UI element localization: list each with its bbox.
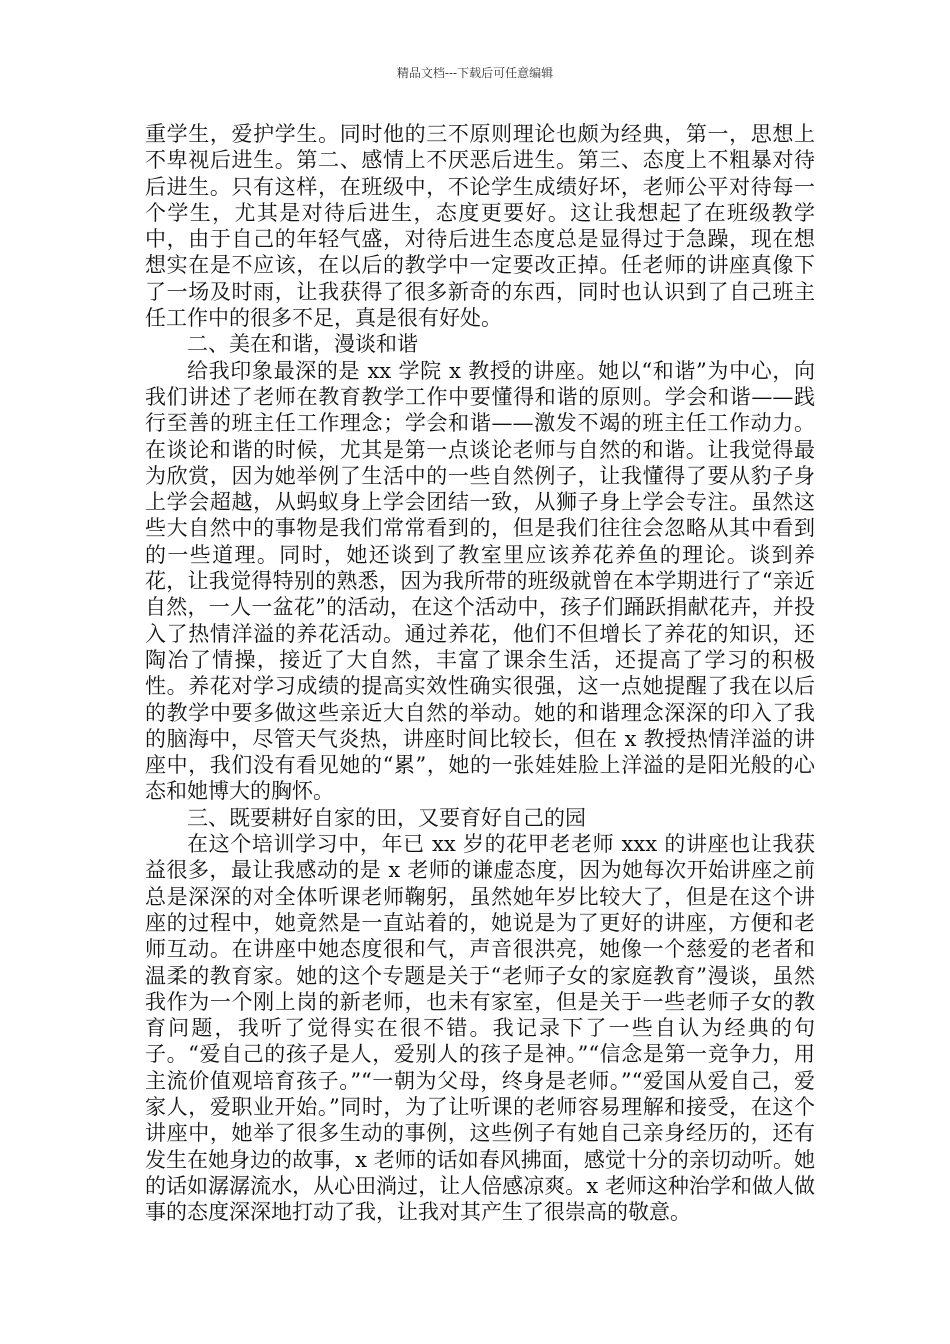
paragraph-3: 在这个培训学习中，年已 xx 岁的花甲老老师 xxx 的讲座也让我获益很多，最让我感动的是 x 老师的谦虚态度，因为她每次开始讲座之前总是深深的对全体听课老师鞠躬，虽然她年岁比较大了，但是在这个讲座的过程中，她竟然是一直站着的，她说是为了更好的讲座，方便和老师互动。在讲座中她态度很和气，声音很洪亮，她像一个慈爱的老者和温柔的教育家。她的这个专题是关于“老师子女的家庭教育”漫谈，虽然我作为一个刚上岗的新老师，也未有家室，但是关于一些老师子女的教育问题，我听了觉得实在很不错。我记录下了一些自认为经典的句子。“爱自己的孩子是人，爱别人的孩子是神。”“信念是第一竞争力，用主流价值观培育孩子。”“一朝为父母，终身是老师。”“爱国从爱自己，爱家人，爱职业开始。”同时，为了让听课的老师容易理解和接受，在这个讲座中，她举了很多生动的事例，这些例子有她自己亲身经历的，还有发生在她身边的故事，x 老师的话如春风拂面，感觉十分的亲切动听。她的话如潺潺流水，从心田淌过，让人倍感凉爽。x 老师这种治学和做人做事的态度深深地打动了我，让我对其产生了很崇高的敬意。 xyxy=(145,832,815,1225)
section-heading-3: 三、既要耕好自家的田，又要育好自己的园 xyxy=(187,805,586,830)
document-body xyxy=(145,121,815,1225)
page-header: 精品文档---下载后可任意编辑 xyxy=(396,66,554,80)
paragraph-1: 重学生，爱护学生。同时他的三不原则理论也颇为经典，第一，思想上不卑视后进生。第二、感情上不厌恶后进生。第三、态度上不粗暴对待后进生。只有这样，在班级中，不论学生成绩好坏，老师公平对待每一个学生，尤其是对待后进生，态度更要好。这让我想起了在班级教学中，由于自己的年轻气盛，对待后进生态度总是显得过于急躁，现在想想实在是不应该，在以后的教学中一定要改正掉。任老师的讲座真像下了一场及时雨，让我获得了很多新奇的东西，同时也认识到了自己班主任工作中的很多不足，真是很有好处。 xyxy=(145,122,815,331)
section-heading-2: 二、美在和谐，漫谈和谐 xyxy=(187,332,418,357)
paragraph-2: 给我印象最深的是 xx 学院 x 教授的讲座。她以“和谐”为中心，向我们讲述了老师在教育教学工作中要懂得和谐的原则。学会和谐——践行至善的班主任工作理念；学会和谐——激发不竭的班主任工作动力。在谈论和谐的时候，尤其是第一点谈论老师与自然的和谐。让我觉得最为欣赏，因为她举例了生活中的一些自然例子，让我懂得了要从豹子身上学会超越，从蚂蚁身上学会团结一致，从狮子身上学会专注。虽然这些大自然中的事物是我们常常看到的，但是我们往往会忽略从其中看到的一些道理。同时，她还谈到了教室里应该养花养鱼的理论。谈到养花，让我觉得特别的熟悉，因为我所带的班级就曾在本学期进行了“亲近自然，一人一盆花”的活动，在这个活动中，孩子们踊跃捐献花卉，并投入了热情洋溢的养花活动。通过养花，他们不但增长了养花的知识，还陶冶了情操，接近了大自然，丰富了课余生活，还提高了学习的积极性。养花对学习成绩的提高实效性确实很强，这一点她提醒了我在以后的教学中要多做这些亲近大自然的举动。她的和谐理念深深的印入了我的脑海中，尽管天气炎热，讲座时间比较长，但在 x 教授热情洋溢的讲座中，我们没有看见她的“累”，她的一张娃娃脸上洋溢的是阳光般的心态和她博大的胸怀。 xyxy=(145,358,815,804)
